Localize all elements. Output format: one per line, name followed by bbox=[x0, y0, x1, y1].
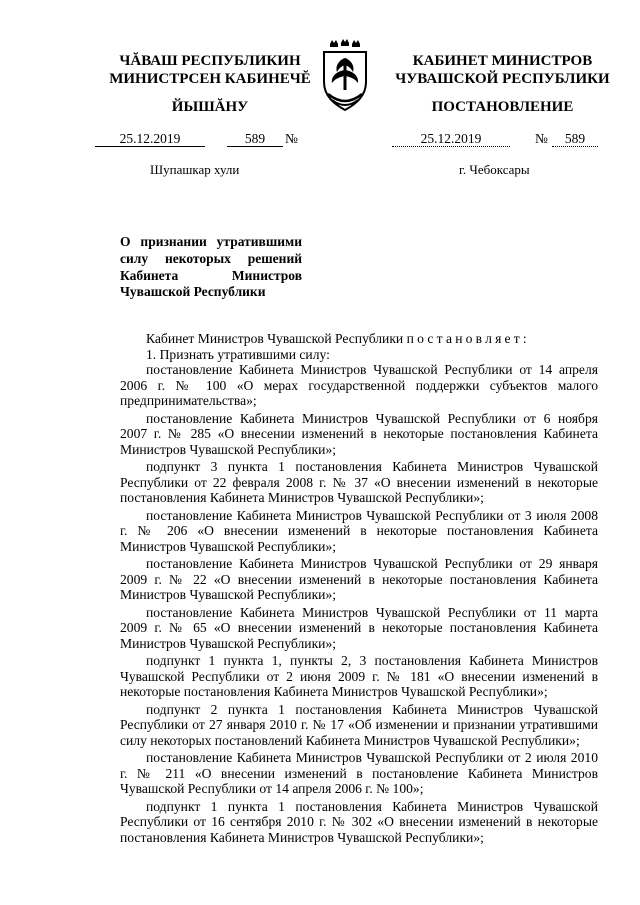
doctype-chuvash: ЙЫШĂНУ bbox=[171, 99, 249, 115]
intro-prefix: Кабинет Министров Чувашской Республики bbox=[146, 331, 404, 346]
item-1: 1. Признать утратившими силу: bbox=[146, 346, 330, 362]
document-body bbox=[120, 331, 598, 847]
doctype-russian: ПОСТАНОВЛЕНИЕ bbox=[431, 99, 574, 115]
dateline-left bbox=[95, 131, 325, 147]
list-item: постановление Кабинета Министров Чувашской Республики от 2 июля 2010 г. № 211 «О внесении изменений в постановление Кабинета Министров Чувашской Республики от 14 апреля 2006 г. № 100»; bbox=[120, 750, 598, 796]
issuer-chuvash-line1: ЧĂВАШ РЕСПУБЛИКИН bbox=[119, 53, 301, 69]
issuer-russian bbox=[380, 52, 625, 88]
list-item: постановление Кабинета Министров Чувашской Республики от 6 ноября 2007 г. № 285 «О внесении изменений в некоторые постановления Кабинета Министров Чувашской Республики»; bbox=[120, 410, 598, 457]
number-field-right: 589 bbox=[552, 131, 598, 147]
date-field-right: 25.12.2019 bbox=[392, 131, 510, 147]
list-item: постановление Кабинета Министров Чувашской Республики от 3 июля 2008 г. № 206 «О внесении изменений в некоторые постановления Кабинета Министров Чувашской Республики»; bbox=[120, 507, 598, 554]
dateline-right bbox=[380, 131, 625, 147]
list-item: подпункт 1 пункта 1, пункты 2, 3 постановления Кабинета Министров Чувашской Республики от 2 июня 2009 г. № 181 «О внесении изменений в некоторые постановления Кабинета Министров Чувашской Республики»; bbox=[120, 653, 598, 699]
place-chuvash: Шупашкар хули bbox=[150, 162, 240, 177]
number-sign-right: № bbox=[535, 131, 548, 146]
issuer-russian-line2: ЧУВАШСКОЙ РЕСПУБЛИКИ bbox=[395, 71, 610, 87]
list-item: подпункт 2 пункта 1 постановления Кабинета Министров Чувашской Республики от 27 января 2010 г. № 17 «Об изменении и признании утратившими силу некоторых постановлений Кабинета Министров Чувашской Республики»; bbox=[120, 701, 598, 748]
number-sign-left: № bbox=[285, 131, 298, 146]
issuer-chuvash-line2: МИНИСТРСЕН КАБИНЕЧĔ bbox=[109, 71, 311, 87]
list-item: подпункт 1 пункта 1 постановления Кабинета Министров Чувашской Республики от 16 сентября 2010 г. № 302 «О внесении изменений в некоторые постановления Кабинета Министров Чувашской Республики»; bbox=[120, 798, 598, 845]
number-field-left: 589 bbox=[227, 131, 283, 147]
issuer-russian-line1: КАБИНЕТ МИНИСТРОВ bbox=[412, 53, 593, 69]
place-russian: г. Чебоксары bbox=[459, 162, 530, 177]
intro-paragraph bbox=[120, 331, 598, 347]
issuer-chuvash bbox=[95, 52, 325, 88]
list-item: постановление Кабинета Министров Чувашской Республики от 29 января 2009 г. № 22 «О внесении изменений в некоторые постановления Кабинета Министров Чувашской Республики»; bbox=[120, 556, 598, 602]
list-item: постановление Кабинета Министров Чувашской Республики от 14 апреля 2006 г. № 100 «О мерах государственной поддержки субъектов малого предпринимательства»; bbox=[120, 362, 598, 408]
date-field-left: 25.12.2019 bbox=[95, 131, 205, 147]
list-item: постановление Кабинета Министров Чувашской Республики от 11 марта 2009 г. № 65 «О внесении изменений в некоторые постановления Кабинета Министров Чувашской Республики»; bbox=[120, 604, 598, 651]
list-item: подпункт 3 пункта 1 постановления Кабинета Министров Чувашской Республики от 22 февраля 2008 г. № 37 «О внесении изменений в некоторые постановления Кабинета Министров Чувашской Республики»; bbox=[120, 459, 598, 505]
intro-verb: постановляет: bbox=[406, 331, 530, 346]
document-title: О признании утратившими силу некоторых решений Кабинета Министров Чувашской Республики bbox=[120, 234, 302, 300]
